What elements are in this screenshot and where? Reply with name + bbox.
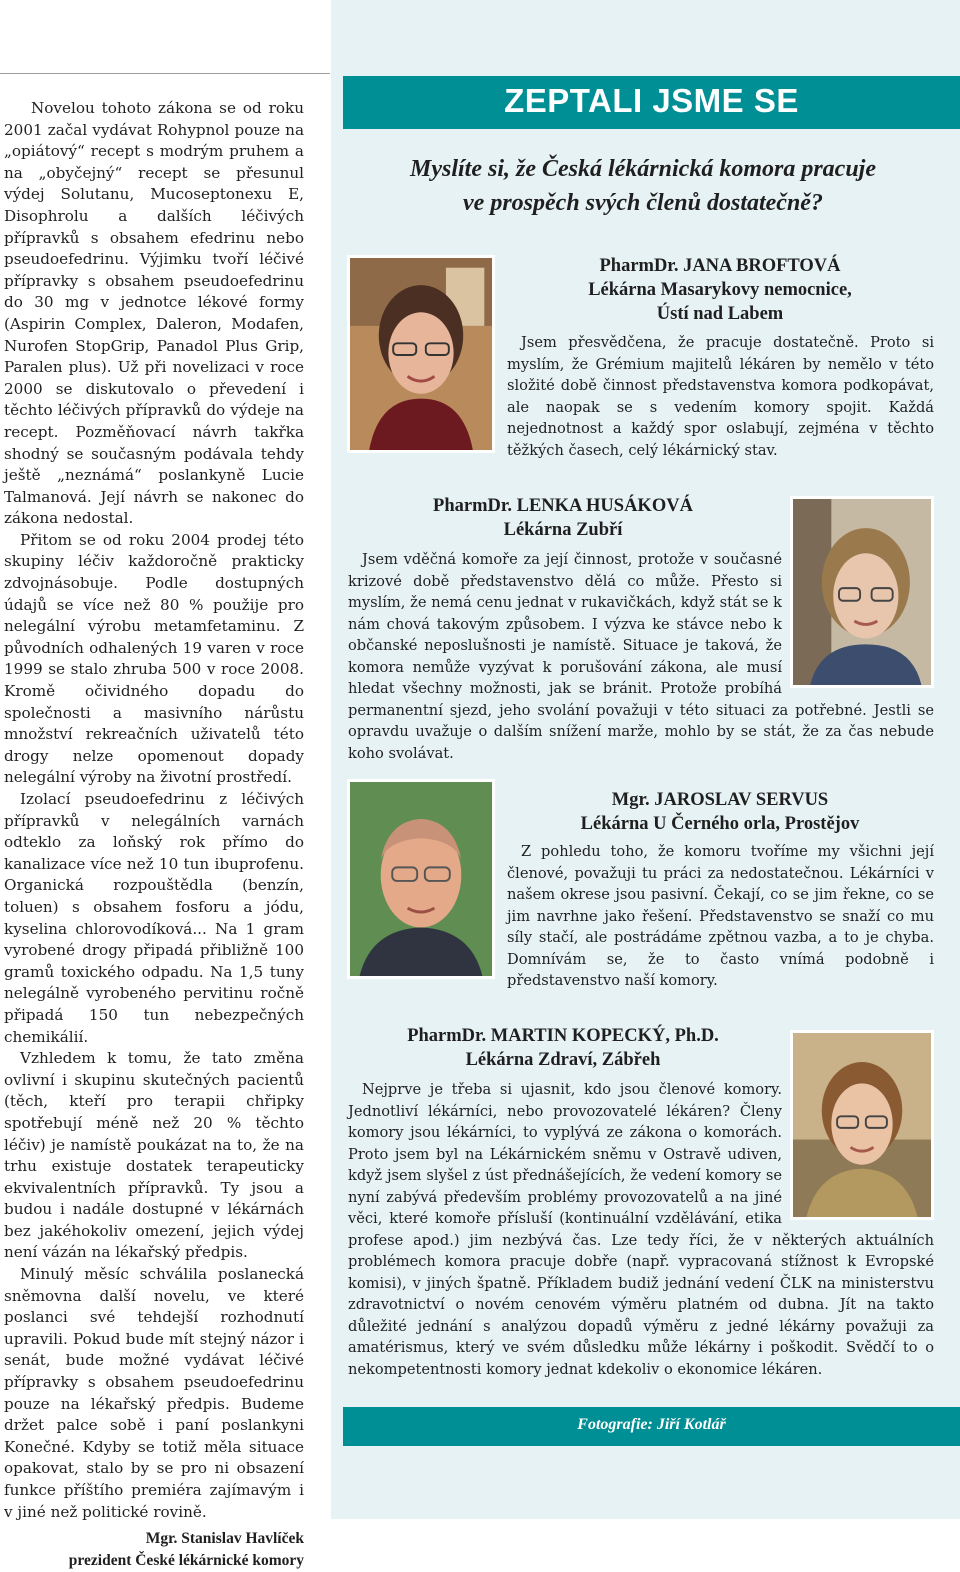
portrait-photo-broftova [347, 255, 495, 453]
response-text [348, 549, 934, 764]
response-header [348, 1024, 778, 1072]
respondent-workplace: Lékárna U Černého orla, Prostějov [580, 814, 860, 834]
response-paragraph: Z pohledu toho, že komoru tvoříme my všichni její členové, považuji tu práci za nedostatečnou. Lékárníci v našem okrese jsou pasivní. Čekají, co se jim řekne, co se jim navrhne jako řešení. Představenstvo se snaží co mu síly stačí, ale postrádáme zpětnou vazba, a to je chyba. Domnívám se, že to často vnímá podobně i představenstvo naší komory. [507, 843, 934, 989]
portrait-photo-servus [347, 779, 495, 979]
respondent-name: Mgr. JAROSLAV SERVUS [611, 790, 829, 810]
article-column [4, 98, 304, 1572]
top-rule [0, 73, 330, 74]
article-paragraph: Minulý měsíc schválila poslanecká sněmovna další novelu, ve které poslanci své tehdejší rozhodnutí upravili. Pokud bude mít stejný názor i senát, bude možné vydávat léčivé přípravky s obsahem pseudoefedrinu pouze na lékařský předpis. Budeme držet palce sobě i paní poslankyni Konečné. Kdyby se totiž měla situace opakovat, stalo by se pro ni obsazení funkce příštího premiéra zajímavým i v jiné než politické rovině. [4, 1265, 304, 1521]
article-paragraph: Vzhledem k tomu, že tato změna ovlivní i skupinu skutečných pacientů (těch, kteří pro terapii chřipky spotřebují méně než 20 % těchto léčiv) je namístě poukázat na to, že na trhu existuje dostatek terapeuticky ekvivalentních přípravků. Ty jsou a budou i nadále dostupné v lékárnách bez jakéhokoliv omezení, jejich výdej není vázán na lékařský předpis. [4, 1049, 304, 1262]
respondent-workplace: Lékárna Masarykovy nemocnice, [588, 280, 852, 300]
signature-name: Mgr. Stanislav Havlíček [145, 1530, 304, 1548]
response-header [505, 788, 935, 836]
respondent-name: PharmDr. LENKA HUSÁKOVÁ [433, 496, 693, 516]
photo-credit: Fotografie: Jiří Kotlář [577, 1416, 726, 1433]
section-banner [343, 76, 960, 129]
survey-question [343, 152, 943, 220]
signature-role: prezident České lékárnické komory [68, 1552, 304, 1570]
section-title: ZEPTALI JSME SE [504, 82, 799, 119]
article-paragraph: Novelou tohoto zákona se od roku 2001 začal vydávat Rohypnol pouze na „opiátový“ recept s modrým pruhem a na „obyčejný“ recept se přesunul výdej Solutanu, Mucoseptonexu E, Disophrolu a dalších léčivých přípravků s obsahem efedrinu nebo pseudoefedrinu. Výjimku tvoří léčivé přípravky s obsahem pseudoefedrinu do 30 mg v jednotce lékové formy (Aspirin Complex, Daleron, Modafen, Nurofen StopGrip, Panadol Plus Grip, Paralen plus). Už při novelizaci v roce 2000 se diskutovalo o převedení i těchto léčivých přípravků do výdeje na recept. Pozměňovací návrh takřka shodný se současným podávala tehdy ještě „neznámá“ poslankyně Lucie Talmanová. Její návrh se nakonec do zákona nedostal. [4, 99, 304, 528]
question-line-2: ve prospěch svých členů dostatečně? [463, 190, 823, 216]
response-text [348, 1079, 934, 1380]
response-text [507, 841, 934, 992]
photo-wrap-spacer [782, 1079, 934, 1229]
photo-credit-bar [343, 1407, 960, 1446]
photo-wrap-spacer [782, 549, 934, 689]
respondent-workplace: Lékárna Zdraví, Zábřeh [465, 1050, 661, 1070]
response-text [507, 332, 934, 461]
respondent-name: PharmDr. JANA BROFTOVÁ [599, 256, 841, 276]
response-paragraph: Nejprve je třeba si ujasnit, kdo jsou členové komory. Jednotliví lékárníci, nebo provozovatelé lékáren? Členy komory jsou lékárníci, to vyplývá ze zákona o komorách. Proto jsem byl na Lékárnickém sněmu v Ostravě udiven, když jsem slyšel z úst přednášejících, že vedení komory se nyní zabývá především problémy provozovatelů a na jiné věci, které komoře přísluší (kontinuální vzdělávání, etika profese apod.) jim nezbývá čas. Lze tedy říci, že v některých aktuálních problémech komora pracuje dobře (např. vypracovaná stížnost k Evropské komisi), v jiných špatně. Příkladem budiž jednání vedení ČLK na ministerstvu zdravotnictví o novém cenovém výměru platném od dubna. Jít na takto důležité jednání s analýzou dopadů výměru z jedné lékárny považuji za amatérismus, který ve svém důsledku může lékárny i poškodit. Svědčí to o nekompetentnosti komory jednat kdekoliv o ekonomice lékáren. [348, 1081, 934, 1378]
response-paragraph: Jsem přesvědčena, že pracuje dostatečně. Proto si myslím, že Grémium majitelů lékáren by nemělo v této složité době činnost představenstva komora podkopávat, ale naopak se s vedením komory spojit. Každá nejednotnost a každý spor oslabují, zejména v těchto těžkých časech, celý lékárnický stav. [507, 334, 934, 459]
response-header [505, 254, 935, 326]
response-paragraph: Jsem vděčná komoře za její činnost, protože v současné krizové době představenstvo dělá co může. Přesto si myslím, že nemá cenu jednat v rukavičkách, když stát se k nám chová takovým způsobem. I výzva ke stávce nebo k občanské neposlušnosti je namístě. Situace je taková, že komora nemůže vyzývat k porušování zákona, ale musí hledat všechny možnosti, jak se bránit. Protože probíhá permanentní sjezd, jeho svolání považuji v této situaci za potřebné. Jestli se opravdu uvažuje o dalším snížení marže, mohlo by se stát, že za čas nebude koho svolávat. [348, 551, 934, 762]
respondent-name: PharmDr. MARTIN KOPECKÝ, Ph.D. [407, 1026, 719, 1046]
signature [4, 1528, 304, 1572]
response-header [348, 494, 778, 542]
respondent-workplace: Lékárna Zubří [503, 520, 623, 540]
article-paragraph: Přitom se od roku 2004 prodej této skupiny léčiv každoročně prakticky zdvojnásobuje. Podle dostupných údajů se více než 80 % použije pro nelegální výrobu metamfetaminu. Z původních odhalených 19 varen v roce 1999 se stalo zhruba 500 v roce 2008. Kromě očividného dopadu do společnosti a masivního nárůstu množství rekreačních uživatelů této drogy nelze opomenout dopady nelegální výroby na životní prostředí. [4, 530, 304, 787]
question-line-1: Myslíte si, že Česká lékárnická komora pracuje [410, 156, 876, 182]
article-paragraph: Izolací pseudoefedrinu z léčivých přípravků v nelegálních varnách odteklo za loňský rok přímo do kanalizace více než 10 tun ibuprofenu. Organická rozpouštědla (benzín, toluen) s obsahem fosforu a jódu, kyselina chlorovodíková... Na 1 gram vyrobené drogy připadá přibližně 100 gramů toxického odpadu. Na 1,5 tuny nelegálně vyrobeného pervitinu ročně připadá 150 tun nebezpečných chemikálií. [4, 790, 304, 1046]
respondent-city: Ústí nad Labem [656, 304, 784, 324]
